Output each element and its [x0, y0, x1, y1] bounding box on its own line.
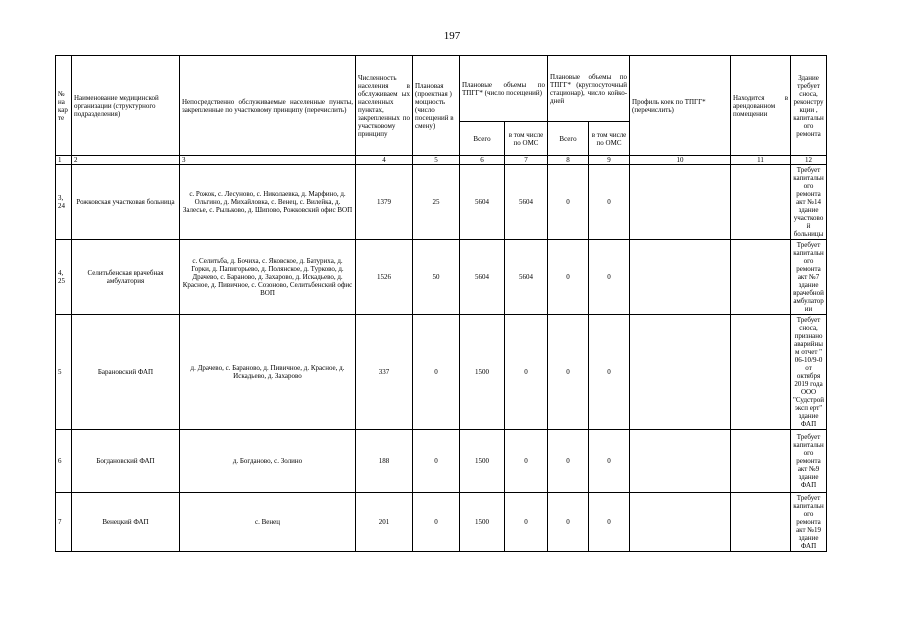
capacity: 50 [413, 240, 460, 315]
visits-oms: 0 [505, 315, 548, 430]
population: 1526 [356, 240, 413, 315]
rented [731, 240, 791, 315]
bed-profile [630, 315, 731, 430]
header-num: № на кар те [56, 56, 72, 156]
col-number: 11 [731, 156, 791, 165]
served-places: д. Драчево, с. Бараново, д. Пивичное, д. Красное, д. Искадьево, д. Захарово [180, 315, 356, 430]
population: 201 [356, 493, 413, 552]
rented [731, 430, 791, 493]
header-bed-profile: Профиль коек по ТПГГ* (перечислить) [630, 56, 731, 156]
visits-oms: 0 [505, 430, 548, 493]
served-places: д. Богданово, с. Золино [180, 430, 356, 493]
col-number: 7 [505, 156, 548, 165]
population: 188 [356, 430, 413, 493]
header-places: Непосредственно обслуживаемые населенные пункты, закрепленные по участковому принципу (перечислить) [180, 56, 356, 156]
bed-profile [630, 493, 731, 552]
row-num: 3, 24 [56, 165, 72, 240]
rented [731, 493, 791, 552]
bed-profile [630, 430, 731, 493]
beds-total: 0 [548, 315, 589, 430]
capacity: 0 [413, 315, 460, 430]
header-rented: Находится в арендованном помещении [731, 56, 791, 156]
header-visits-oms: в том числе по ОМС [505, 122, 548, 156]
bed-profile [630, 240, 731, 315]
org-name: Селитьбенская врачебная амбулатория [72, 240, 180, 315]
building-status: Требует капитального ремонта акт №14 здание участковой больницы [791, 165, 827, 240]
col-number: 12 [791, 156, 827, 165]
col-number: 4 [356, 156, 413, 165]
beds-total: 0 [548, 430, 589, 493]
table-row [56, 493, 827, 552]
col-number: 8 [548, 156, 589, 165]
building-status: Требует капитального ремонта акт №19 здание ФАП [791, 493, 827, 552]
header-population: Численность населения в обслуживаем ых населенных пунктах, закрепленных по участковому принципу [356, 56, 413, 156]
header-beds: Плановые объемы по ТПГГ* (круглосуточный стационар), число койко-дней [548, 56, 630, 122]
building-status: Требует капитального ремонта акт №7 здание врачебной амбулатории [791, 240, 827, 315]
population: 337 [356, 315, 413, 430]
header-visits-total: Всего [460, 122, 505, 156]
capacity: 25 [413, 165, 460, 240]
org-name: Рожковская участковая больница [72, 165, 180, 240]
bed-profile [630, 165, 731, 240]
col-number: 5 [413, 156, 460, 165]
org-name: Богдановский ФАП [72, 430, 180, 493]
visits-total: 1500 [460, 315, 505, 430]
beds-oms: 0 [589, 240, 630, 315]
building-status: Требует капитального ремонта акт №9 здание ФАП [791, 430, 827, 493]
rented [731, 315, 791, 430]
org-name: Барановский ФАП [72, 315, 180, 430]
visits-total: 5604 [460, 165, 505, 240]
capacity: 0 [413, 493, 460, 552]
header-row-1 [56, 56, 827, 122]
visits-oms: 5604 [505, 165, 548, 240]
table-row [56, 315, 827, 430]
row-num: 4, 25 [56, 240, 72, 315]
facilities-table [55, 55, 827, 552]
column-number-row [56, 156, 827, 165]
visits-oms: 0 [505, 493, 548, 552]
rented [731, 165, 791, 240]
visits-total: 1500 [460, 430, 505, 493]
header-capacity: Плановая (проектная ) мощность (число посещений в смену) [413, 56, 460, 156]
header-beds-total: Всего [548, 122, 589, 156]
beds-total: 0 [548, 165, 589, 240]
col-number: 1 [56, 156, 72, 165]
table-row [56, 430, 827, 493]
beds-total: 0 [548, 493, 589, 552]
beds-oms: 0 [589, 315, 630, 430]
row-num: 6 [56, 430, 72, 493]
beds-total: 0 [548, 240, 589, 315]
header-org-name: Наименование медицинской организации (структурного подразделения) [72, 56, 180, 156]
served-places: с. Рожок, с. Лесуново, с. Николаевка, д. Марфино, д. Ольгино, д. Михайловка, с. Венец, с. Вилейка, д. Залесье, с. Рыльково, д. Шипово, Рожковский офис ВОП [180, 165, 356, 240]
col-number: 6 [460, 156, 505, 165]
visits-total: 5604 [460, 240, 505, 315]
col-number: 3 [180, 156, 356, 165]
beds-oms: 0 [589, 493, 630, 552]
population: 1379 [356, 165, 413, 240]
table-row [56, 165, 827, 240]
header-building: Здание требует сноса, реконструкции , капитального ремонта [791, 56, 827, 156]
header-beds-oms: в том числе по ОМС [589, 122, 630, 156]
served-places: с. Селитьба, д. Бочиха, с. Яковское, д. Батуриха, д. Горки, д. Папигорьево, д. Полянское, д. Турково, д. Драчево, с. Бараново, д. Захарово, д. Искадьево, д. Красное, д. Пивичное, с. Созоново, Селитьбенский офис ВОП [180, 240, 356, 315]
beds-oms: 0 [589, 165, 630, 240]
table-row [56, 240, 827, 315]
org-name: Венецкий ФАП [72, 493, 180, 552]
row-num: 5 [56, 315, 72, 430]
col-number: 2 [72, 156, 180, 165]
capacity: 0 [413, 430, 460, 493]
visits-oms: 5604 [505, 240, 548, 315]
page-number: 197 [443, 30, 461, 42]
beds-oms: 0 [589, 430, 630, 493]
col-number: 9 [589, 156, 630, 165]
col-number: 10 [630, 156, 731, 165]
row-num: 7 [56, 493, 72, 552]
visits-total: 1500 [460, 493, 505, 552]
building-status: Требует сноса, признано аварийным отчет " 06-10/9-0 от октября 2019 года ООО "Судстройэксп ерт" здание ФАП [791, 315, 827, 430]
header-visits: Плановые объемы по ТПГГ* (число посещений) [460, 56, 548, 122]
served-places: с. Венец [180, 493, 356, 552]
